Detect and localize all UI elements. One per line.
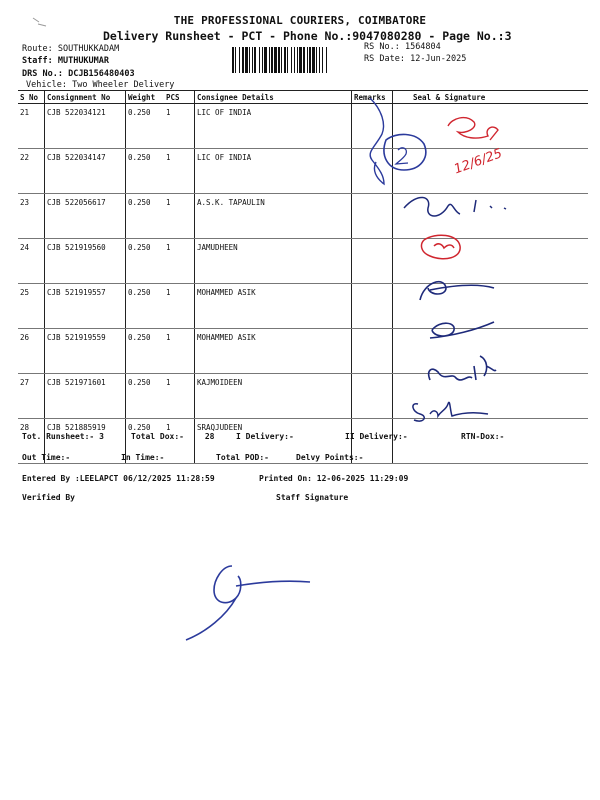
cell-signature xyxy=(393,329,589,374)
staff-signature xyxy=(186,566,310,640)
barcode xyxy=(232,47,357,73)
cell-consignee: MOHAMMED ASIK xyxy=(195,284,352,329)
barcode-bar xyxy=(242,47,244,73)
barcode-bar xyxy=(278,47,280,73)
staff-line xyxy=(22,56,109,66)
cell-consignee: MOHAMMED ASIK xyxy=(195,329,352,374)
drs-value: DCJB156480403 xyxy=(68,69,135,79)
barcode-bar xyxy=(319,47,320,73)
cell-sno: 24 xyxy=(18,239,45,284)
vehicle-label: Vehicle: xyxy=(26,80,67,90)
cell-sno: 25 xyxy=(18,284,45,329)
cell-pcs: 1 xyxy=(164,419,195,464)
col-header-remarks: Remarks xyxy=(352,91,393,104)
cell-consignee: LIC OF INDIA xyxy=(195,149,352,194)
cell-signature xyxy=(393,149,589,194)
cell-remarks xyxy=(352,239,393,284)
table-row xyxy=(18,374,588,419)
handwritten-date: 12/6/25 xyxy=(452,146,505,178)
vehicle-line xyxy=(26,80,174,90)
route-label: Route: xyxy=(22,44,53,54)
rs-date-line xyxy=(364,54,466,64)
drs-label: DRS No.: xyxy=(22,69,63,79)
table-row xyxy=(18,104,588,149)
col-header-weight: Weight xyxy=(126,91,165,104)
cell-weight: 0.250 xyxy=(126,419,165,464)
total-dox-label: Total Dox:- xyxy=(131,432,184,441)
printed-on: Printed On: 12-06-2025 11:29:09 xyxy=(259,474,409,483)
staff-value: MUTHUKUMAR xyxy=(57,56,110,66)
barcode-bar xyxy=(239,47,240,73)
route-line xyxy=(22,44,119,54)
cell-sno: 27 xyxy=(18,374,45,419)
barcode-bar xyxy=(307,47,308,73)
cell-weight: 0.250 xyxy=(126,194,165,239)
cell-consignment: CJB 522056617 xyxy=(45,194,126,239)
barcode-bar xyxy=(271,47,273,73)
cell-weight: 0.250 xyxy=(126,104,165,149)
cell-consignment: CJB 522034121 xyxy=(45,104,126,149)
cell-pcs: 1 xyxy=(164,149,195,194)
drs-line xyxy=(22,69,135,79)
verified-by: Verified By xyxy=(22,493,75,502)
staff-signature-label: Staff Signature xyxy=(276,493,349,502)
barcode-bar xyxy=(297,47,298,73)
rs-no-line xyxy=(364,42,441,52)
cell-consignee: A.S.K. TAPAULIN xyxy=(195,194,352,239)
barcode-bar xyxy=(326,47,327,73)
vehicle-value: Two Wheeler Delivery xyxy=(72,80,175,90)
tot-runsheet: Tot. Runsheet:- 3 xyxy=(22,432,104,441)
staff-label: Staff: xyxy=(22,56,53,66)
cell-weight: 0.250 xyxy=(126,284,165,329)
barcode-bar xyxy=(294,47,295,73)
table-header-row xyxy=(18,91,588,104)
barcode-bar xyxy=(281,47,282,73)
barcode-bar xyxy=(299,47,302,73)
cell-weight: 0.250 xyxy=(126,329,165,374)
i-delivery: I Delivery:- xyxy=(236,432,294,441)
company-name: THE PROFESSIONAL COURIERS, COIMBATORE xyxy=(173,14,427,27)
rs-date-label: RS Date: xyxy=(364,54,405,64)
delivery-table xyxy=(18,90,588,464)
ii-delivery: II Delivery:- xyxy=(345,432,408,441)
delvy-points: Delvy Points:- xyxy=(296,453,364,462)
barcode-bar xyxy=(309,47,311,73)
barcode-bar xyxy=(284,47,286,73)
barcode-bar xyxy=(316,47,317,73)
cell-signature xyxy=(393,374,589,419)
cell-sno: 22 xyxy=(18,149,45,194)
cell-sno: 21 xyxy=(18,104,45,149)
col-header-consignment: Consignment No xyxy=(45,91,126,104)
barcode-bar xyxy=(264,47,267,73)
rs-no-value: 1564804 xyxy=(404,42,441,52)
barcode-bar xyxy=(254,47,256,73)
barcode-bar xyxy=(287,47,288,73)
cell-consignment: CJB 521919559 xyxy=(45,329,126,374)
rs-date-value: 12-Jun-2025 xyxy=(410,54,467,64)
cell-remarks xyxy=(352,329,393,374)
cell-remarks xyxy=(352,374,393,419)
cell-consignment: CJB 522034147 xyxy=(45,149,126,194)
cell-consignment: CJB 521971601 xyxy=(45,374,126,419)
cell-remarks xyxy=(352,149,393,194)
barcode-bar xyxy=(252,47,253,73)
table-row xyxy=(18,284,588,329)
col-header-pcs: PCS xyxy=(164,91,195,104)
cell-consignment: CJB 521885919 xyxy=(45,419,126,464)
barcode-bar xyxy=(303,47,305,73)
rtn-dox: RTN-Dox:- xyxy=(461,432,505,441)
cell-pcs: 1 xyxy=(164,239,195,284)
barcode-bar xyxy=(249,47,250,73)
total-pod: Total POD:- xyxy=(216,453,269,462)
total-dox-value: 28 xyxy=(204,432,215,441)
entered-by: Entered By :LEELAPCT 06/12/2025 11:28:59 xyxy=(22,474,215,483)
rs-no-label: RS No.: xyxy=(364,42,400,52)
cell-signature xyxy=(393,419,589,464)
col-header-sno: S No xyxy=(18,91,45,104)
cell-signature xyxy=(393,194,589,239)
barcode-bar xyxy=(291,47,292,73)
barcode-bar xyxy=(232,47,234,73)
barcode-bar xyxy=(235,47,236,73)
cell-sno: 23 xyxy=(18,194,45,239)
cell-pcs: 1 xyxy=(164,104,195,149)
table-row xyxy=(18,239,588,284)
cell-pcs: 1 xyxy=(164,194,195,239)
cell-pcs: 1 xyxy=(164,284,195,329)
table-row xyxy=(18,194,588,239)
barcode-bar xyxy=(269,47,270,73)
cell-signature xyxy=(393,239,589,284)
cell-remarks xyxy=(352,104,393,149)
barcode-bar xyxy=(245,47,248,73)
in-time: In Time:- xyxy=(121,453,165,462)
cell-consignee: KAJMOIDEEN xyxy=(195,374,352,419)
out-time: Out Time:- xyxy=(22,453,71,462)
table-row xyxy=(18,329,588,374)
col-header-signature: Seal & Signature xyxy=(393,91,589,104)
cell-signature xyxy=(393,104,589,149)
barcode-bar xyxy=(262,47,263,73)
route-value: SOUTHUKKADAM xyxy=(57,44,120,54)
cell-remarks xyxy=(352,284,393,329)
cell-sno: 26 xyxy=(18,329,45,374)
col-header-consignee: Consignee Details xyxy=(195,91,352,104)
barcode-bar xyxy=(274,47,277,73)
cell-consignee: JAMUDHEEN xyxy=(195,239,352,284)
cell-consignee: LIC OF INDIA xyxy=(195,104,352,149)
cell-consignment: CJB 521919557 xyxy=(45,284,126,329)
runsheet-title: Delivery Runsheet - PCT - Phone No.:9047080280 - Page No.:3 xyxy=(103,29,512,43)
barcode-bar xyxy=(312,47,315,73)
barcode-bar xyxy=(259,47,260,73)
cell-consignee: SRAQJUDEEN xyxy=(195,419,352,464)
barcode-bar xyxy=(322,47,323,73)
total-dox xyxy=(131,432,214,441)
cell-consignment: CJB 521919560 xyxy=(45,239,126,284)
cell-signature xyxy=(393,284,589,329)
cell-remarks xyxy=(352,194,393,239)
cell-weight: 0.250 xyxy=(126,374,165,419)
cell-weight: 0.250 xyxy=(126,149,165,194)
table-row xyxy=(18,149,588,194)
cell-sno: 28 xyxy=(18,419,45,464)
cell-weight: 0.250 xyxy=(126,239,165,284)
cell-pcs: 1 xyxy=(164,329,195,374)
cell-pcs: 1 xyxy=(164,374,195,419)
